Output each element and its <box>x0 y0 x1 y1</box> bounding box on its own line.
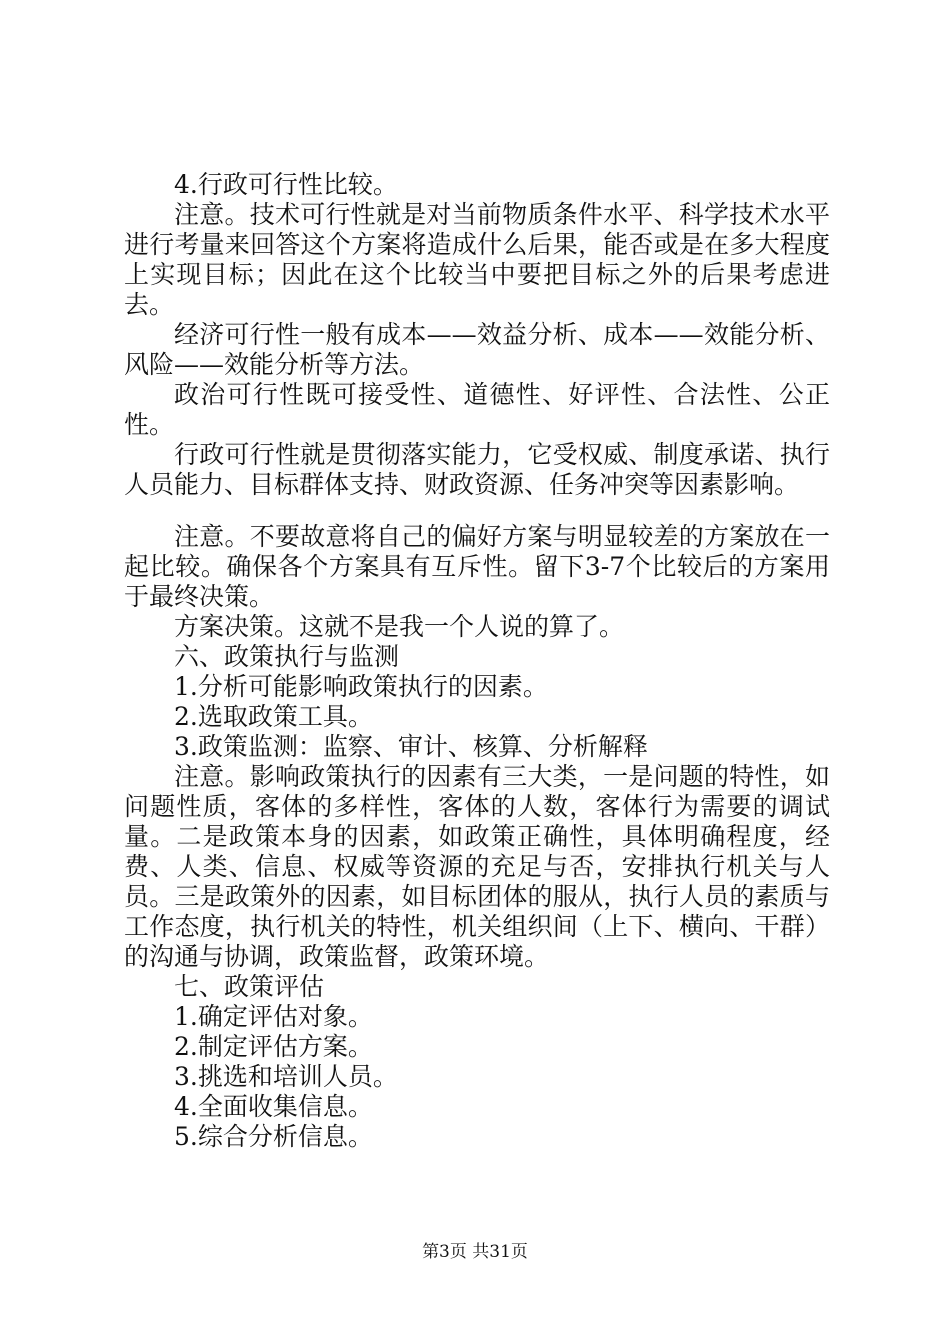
list-item-evaluation-1: 1.确定评估对象。 <box>174 1002 373 1031</box>
list-item-evaluation-2: 2.制定评估方案。 <box>174 1032 373 1061</box>
list-item-evaluation-3: 3.挑选和培训人员。 <box>174 1062 398 1091</box>
list-item-evaluation-5: 5.综合分析信息。 <box>174 1122 373 1151</box>
paragraph-implementation-factors-note: 注意。影响政策执行的因素有三大类，一是问题的特性，如问题性质，客体的多样性，客体的人数，客体行为需要的调试量。二是政策本身的因素，如政策正确性，具体明确程度，经费、人类、信息、权威等资源的充足与否，安排执行机关与人员。三是政策外的因素，如目标团体的服从，执行人员的素质与工作态度，执行机关的特性，机关组织间（上下、横向、干群）的沟通与协调，政策监督，政策环境。 <box>124 762 830 971</box>
paragraph-economic-feasibility: 经济可行性一般有成本——效益分析、成本——效能分析、风险——效能分析等方法。 <box>124 320 830 379</box>
list-item-implementation-3: 3.政策监测：监察、审计、核算、分析解释 <box>174 732 648 761</box>
section-heading-evaluation: 七、政策评估 <box>174 972 325 1001</box>
list-item-implementation-2: 2.选取政策工具。 <box>174 702 373 731</box>
document-body <box>124 170 830 1152</box>
paragraph-political-feasibility: 政治可行性既可接受性、道德性、好评性、合法性、公正性。 <box>124 380 830 439</box>
paragraph-plan-decision: 方案决策。这就不是我一个人说的算了。 <box>174 612 625 641</box>
list-item-evaluation-4: 4.全面收集信息。 <box>174 1092 373 1121</box>
paragraph-technical-feasibility-note: 注意。技术可行性就是对当前物质条件水平、科学技术水平进行考量来回答这个方案将造成什么后果，能否或是在多大程度上实现目标；因此在这个比较当中要把目标之外的后果考虑进去。 <box>124 200 830 319</box>
list-item-implementation-1: 1.分析可能影响政策执行的因素。 <box>174 672 548 701</box>
paragraph-comparison-note: 注意。不要故意将自己的偏好方案与明显较差的方案放在一起比较。确保各个方案具有互斥性。留下3-7个比较后的方案用于最终决策。 <box>124 522 830 611</box>
page-number-footer: 第3页 共31页 <box>422 1242 528 1262</box>
paragraph-administrative-feasibility: 行政可行性就是贯彻落实能力，它受权威、制度承诺、执行人员能力、目标群体支持、财政资源、任务冲突等因素影响。 <box>124 440 830 499</box>
section-heading-implementation: 六、政策执行与监测 <box>174 642 400 671</box>
paragraph-item-4-heading: 4.行政可行性比较。 <box>174 170 398 199</box>
